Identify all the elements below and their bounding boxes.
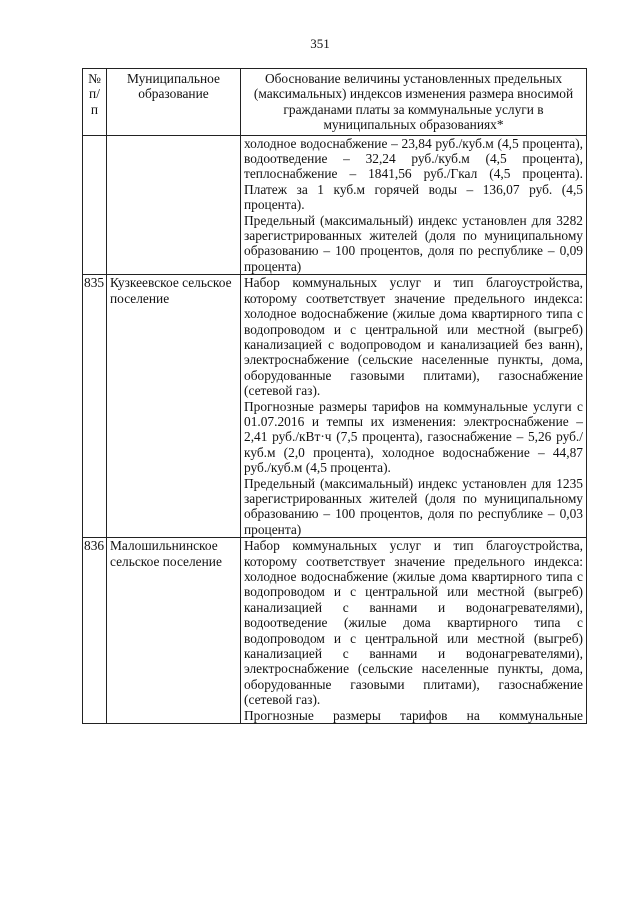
- row-justification: [241, 135, 587, 275]
- tariff-table: [82, 68, 587, 724]
- header-justification: Обоснование величины установленных предельных (максимальных) индексов изменения размера вносимой гражданами платы за коммунальные услуги в муниципальных образованиях*: [241, 69, 587, 136]
- row-paragraph: Предельный (максимальный) индекс установлен для 1235 зарегистрированных жителей (доля по муниципальному образованию – 100 процентов, доля по республике – 0,03 процента): [244, 475, 583, 537]
- row-number: [83, 135, 107, 275]
- row-paragraph: холодное водоснабжение – 23,84 руб./куб.м (4,5 процента), водоотведение – 32,24 руб./куб.м (4,5 процента), теплоснабжение – 1841,56 руб./Гкал (4,5 процента). Платеж за 1 куб.м горячей воды – 136,07 руб. (4,5 процента).: [244, 135, 583, 213]
- table-header-row: [83, 69, 587, 136]
- row-paragraph: Набор коммунальных услуг и тип благоустройства, которому соответствует значение предельного индекса: холодное водоснабжение (жилые дома квартирного типа с водопроводом и с центральной или местной (выгреб) канализацией с ваннами и водонагревателями), водоотведение (жилые дома квартирного типа с водопроводом и с центральной или местной (выгреб) канализацией с ваннами и водонагревателями), электроснабжение (сельские населенные пункты, дома, оборудованные газовыми плитами), газоснабжение (сетевой газ).: [244, 538, 583, 708]
- row-municipality: Малошильнинское сельское поселение: [107, 538, 241, 724]
- page-number: 351: [310, 36, 330, 51]
- row-municipality: Кузкеевское сельское поселение: [107, 275, 241, 538]
- row-municipality: [107, 135, 241, 275]
- row-paragraph: Прогнозные размеры тарифов на коммунальные: [244, 707, 583, 723]
- table-row: [83, 275, 587, 538]
- row-number: 836: [83, 538, 107, 724]
- table-row: [83, 538, 587, 724]
- row-paragraph: Прогнозные размеры тарифов на коммунальные услуги с 01.07.2016 и темпы их изменения: электроснабжение – 2,41 руб./кВт·ч (7,5 процента), газоснабжение – 5,26 руб./куб.м (2,0 процента), холодное водоснабжение – 44,87 руб./куб.м (4,5 процента).: [244, 398, 583, 476]
- header-number: № п/п: [83, 69, 107, 136]
- header-municipality: Муниципальное образование: [107, 69, 241, 136]
- row-paragraph: Предельный (максимальный) индекс установлен для 3282 зарегистрированных жителей (доля по муниципальному образованию – 100 процентов, доля по республике – 0,09 процента): [244, 212, 583, 274]
- row-paragraph: Набор коммунальных услуг и тип благоустройства, которому соответствует значение предельного индекса: холодное водоснабжение (жилые дома квартирного типа с водопроводом и с центральной или местной (выгреб) канализацией с водопроводом и канализацией без ванн), электроснабжение (сельские населенные пункты, дома, оборудованные газовыми плитами), газоснабжение (сетевой газ).: [244, 275, 583, 399]
- row-justification: [241, 275, 587, 538]
- row-justification: [241, 538, 587, 724]
- row-number: 835: [83, 275, 107, 538]
- table-row: [83, 135, 587, 275]
